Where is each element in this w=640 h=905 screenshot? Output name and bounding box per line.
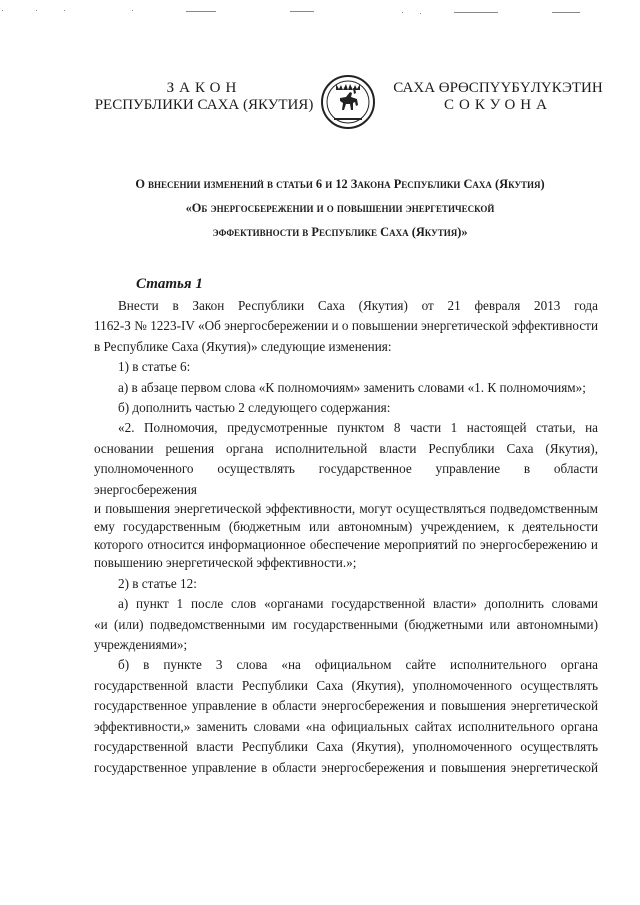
text-line: которого относится информационное обеспечение мероприятий по энергосбережению и (94, 536, 598, 552)
text-line: Внести в Закон Республики Саха (Якутия) от 21 февраля 2013 года (118, 298, 598, 313)
document-body (94, 296, 598, 778)
text-line: повышению энергетической эффективности.»; (94, 555, 357, 571)
header-law-sakha: СОКУОНА (444, 97, 552, 113)
text-line: уполномоченного осуществлять государственное управление в области энергосбережения (94, 461, 598, 497)
law-title (60, 172, 620, 244)
text-line: ему государственным (бюджетным или автономным) учреждением, к деятельности (94, 518, 598, 534)
header-law-word: ЗАКОН (166, 80, 242, 96)
text-line: государственное управление в области энергосбережения и повышения энергетической (94, 698, 598, 714)
header-republic-sakha: САХА ӨРӨСПҮҮБҮЛҮКЭТИН (393, 80, 603, 96)
header-right (382, 80, 614, 114)
text-line: 1162-З № 1223-IV «Об энергосбережении и о повышении энергетической эффективности (94, 318, 598, 334)
header-left (94, 80, 314, 114)
text-line: государственное управление в области энергосбережения и повышения энергетической (94, 759, 598, 775)
text-line: а) в абзаце первом слова «К полномочиям» заменить словами «1. К полномочиям»; (118, 379, 586, 395)
law-title-line: О внесении изменений в статьи 6 и 12 Закона Республики Саха (Якутия) (135, 177, 545, 191)
article-heading: Статья 1 (136, 276, 203, 292)
text-line: а) пункт 1 после слов «органами государственной власти» дополнить словами (118, 596, 598, 612)
header-republic: РЕСПУБЛИКИ САХА (ЯКУТИЯ) (94, 97, 314, 113)
text-line: б) дополнить частью 2 следующего содержания: (118, 400, 391, 416)
text-line: и повышения энергетической эффективности, могут осуществляться подведомственным (94, 501, 598, 517)
text-line: учреждениями»; (94, 637, 188, 653)
scan-specks (0, 0, 640, 20)
text-line: 1) в статье 6: (118, 359, 191, 375)
text-line: основании решения органа исполнительной власти Республики Саха (Якутия), (94, 440, 598, 456)
law-title-line: «Об энергосбережении и о повышении энергетической (185, 201, 495, 215)
text-line: «и (или) подведомственными им государственными (бюджетными или автономными) (94, 616, 598, 632)
text-line: государственной власти Республики Саха (Якутия), уполномоченного осуществлять (94, 677, 598, 693)
text-line: б) в пункте 3 слова «на официальном сайте исполнительного органа (118, 657, 598, 673)
law-title-line: эффективности в Республике Саха (Якутия)» (212, 225, 468, 239)
text-line: эффективности,» заменить словами «на официальных сайтах исполнительного органа (94, 718, 598, 734)
text-line: «2. Полномочия, предусмотренные пунктом 8 части 1 настоящей статьи, на (118, 420, 598, 436)
text-line: в Республике Саха (Якутия)» следующие изменения: (94, 338, 392, 354)
text-line: 2) в статье 12: (118, 575, 197, 591)
document-header (0, 74, 640, 144)
coat-of-arms-icon (320, 74, 376, 130)
text-line: государственной власти Республики Саха (Якутия), уполномоченного осуществлять (94, 739, 598, 755)
